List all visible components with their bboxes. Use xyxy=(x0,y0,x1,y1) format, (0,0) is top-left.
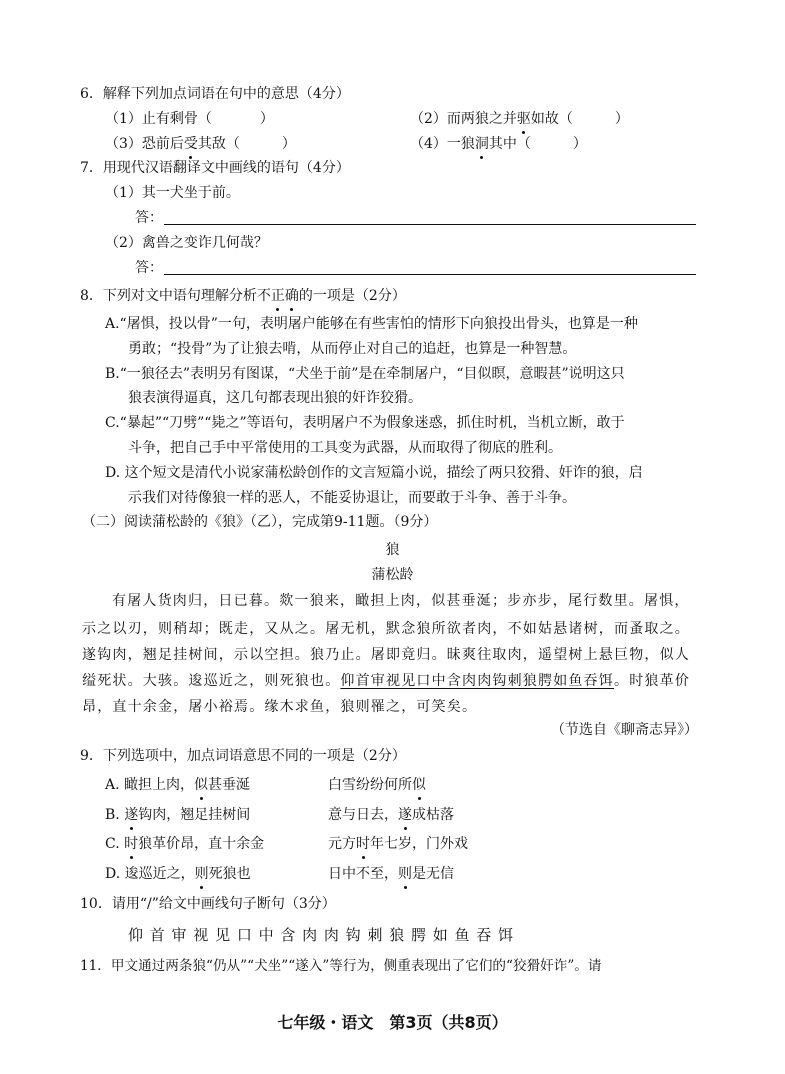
q7-stem: 7．用现代汉语翻译文中画线的语句（4分） xyxy=(80,160,350,176)
q6-item3: （3）恐前后受其敌（ ） xyxy=(105,136,296,152)
q6-stem: 6．解释下列加点词语在句中的意思（4分） xyxy=(80,86,350,102)
q9-option-d-left: D. 逡巡近之，则死狼也 xyxy=(105,866,251,882)
q8-stem: 8．下列对文中语句理解分析不正确的一项是（2分） xyxy=(80,288,406,304)
q9-option-c-left: C. 时狼革价昂，直十余金 xyxy=(105,836,265,852)
q9-option-c-right: 元方时年七岁，门外戏 xyxy=(328,836,468,852)
q7-answer-line-2[interactable] xyxy=(164,274,696,275)
passage-line-1: 有屠人货肉归，日已暮。欻一狼来，瞰担上肉，似甚垂涎；步亦步，尾行数里。屠惧， xyxy=(112,593,690,609)
q8-option-c-line2: 斗争，把自己手中平常使用的工具变为武器，从而取得了彻底的胜利。 xyxy=(128,440,562,456)
passage-line-5: 昂，直十余金，屠小裕焉。缘木求鱼，狼则罹之，可笑矣。 xyxy=(82,699,478,715)
q8-option-b-line1: B.“一狼径去”表明另有图谋，“犬坐于前”是在牵制屠户，“目似瞑，意暇甚”说明这只 xyxy=(105,366,625,382)
section2-heading: （二）阅读蒲松龄的《狼》（乙），完成第9-11题。（9分） xyxy=(82,514,438,530)
q8-option-b-line2: 狼表演得逼真，这几句都表现出狼的奸诈狡猾。 xyxy=(128,390,422,406)
q9-stem: 9．下列选项中，加点词语意思不同的一项是（2分） xyxy=(80,748,406,764)
q8-option-c-line1: C.“暴起”“刀劈”“毙之”等语句，表明屠户不为假象迷惑，抓住时机，当机立断，敢于 xyxy=(105,415,625,431)
q6-item2: （2）而两狼之并驱如故（ ） xyxy=(410,111,629,127)
q9-option-d-right: 日中不至，则是无信 xyxy=(328,866,454,882)
underlined-sentence: 仰首审视见口中含肉肉钩刺狼腭如鱼吞饵 xyxy=(340,673,615,689)
q10-sentence-chars: 仰 首 审 视 见 口 中 含 肉 肉 钩 刺 狼 腭 如 鱼 吞 饵 xyxy=(128,926,515,944)
q8-option-d-line2: 示我们对待像狼一样的恶人，不能妥协退让，而要敢于斗争、善于斗争。 xyxy=(128,490,576,506)
q7-item1: （1）其一犬坐于前。 xyxy=(105,185,240,201)
q7-answer-line-1[interactable] xyxy=(164,224,696,225)
q9-option-b-right: 意与日去，遂成枯落 xyxy=(328,807,454,823)
passage-line-3: 遂钩肉，翘足挂树间，示以空担。狼乃止。屠即竟归。昧爽往取肉，遥望树上悬巨物，似人 xyxy=(82,647,690,663)
q9-option-b-left: B. 遂钩肉，翘足挂树间 xyxy=(105,807,251,823)
q10-stem: 10．请用“/”给文中画线句子断句（3分） xyxy=(80,896,336,912)
q6-item4: （4）一狼洞其中（ ） xyxy=(410,136,587,152)
page-footer: 七年级・语文 第3页（共8页） xyxy=(277,1013,508,1032)
passage-line-2: 示之以刃，则稍却；既走，又从之。屠无机，默念狼所欲者肉，不如姑悬诸树，而蚤取之。 xyxy=(82,621,690,637)
q9-option-a-left: A. 瞰担上肉，似甚垂涎 xyxy=(105,777,251,793)
q8-option-a-line2: 勇敢；“投骨”为了让狼去啃，从而停止对自己的追赶，也算是一种智慧。 xyxy=(128,341,577,357)
passage-author: 蒲松龄 xyxy=(371,567,414,583)
q8-option-d-line1: D. 这个短文是清代小说家蒲松龄创作的文言短篇小说，描绘了两只狡猾、奸诈的狼，启 xyxy=(105,465,643,481)
q9-option-a-right: 白雪纷纷何所似 xyxy=(328,777,426,793)
q11-stem: 11．甲文通过两条狼“仍从”“犬坐”“遂入”等行为，侧重表现出了它们的“狡猾奸诈”。请 xyxy=(80,958,602,974)
q8-option-a-line1: A.“屠惧，投以骨”一句，表明屠户能够在有些害怕的情形下向狼投出骨头，也算是一种 xyxy=(105,316,638,332)
q7-answer-label-2: 答： xyxy=(135,260,163,276)
passage-title: 狼 xyxy=(385,542,400,558)
q6-item1: （1）止有剩骨（ ） xyxy=(105,111,274,127)
q7-answer-label-1: 答： xyxy=(135,210,163,226)
passage-line-4: 缢死状。大骇。逡巡近之，则死狼也。仰首审视见口中含肉肉钩刺狼腭如鱼吞饵。时狼革价 xyxy=(82,673,691,689)
passage-source: （节选自《聊斋志异》） xyxy=(551,722,698,738)
q7-item2: （2）禽兽之变诈几何哉？ xyxy=(105,235,268,251)
